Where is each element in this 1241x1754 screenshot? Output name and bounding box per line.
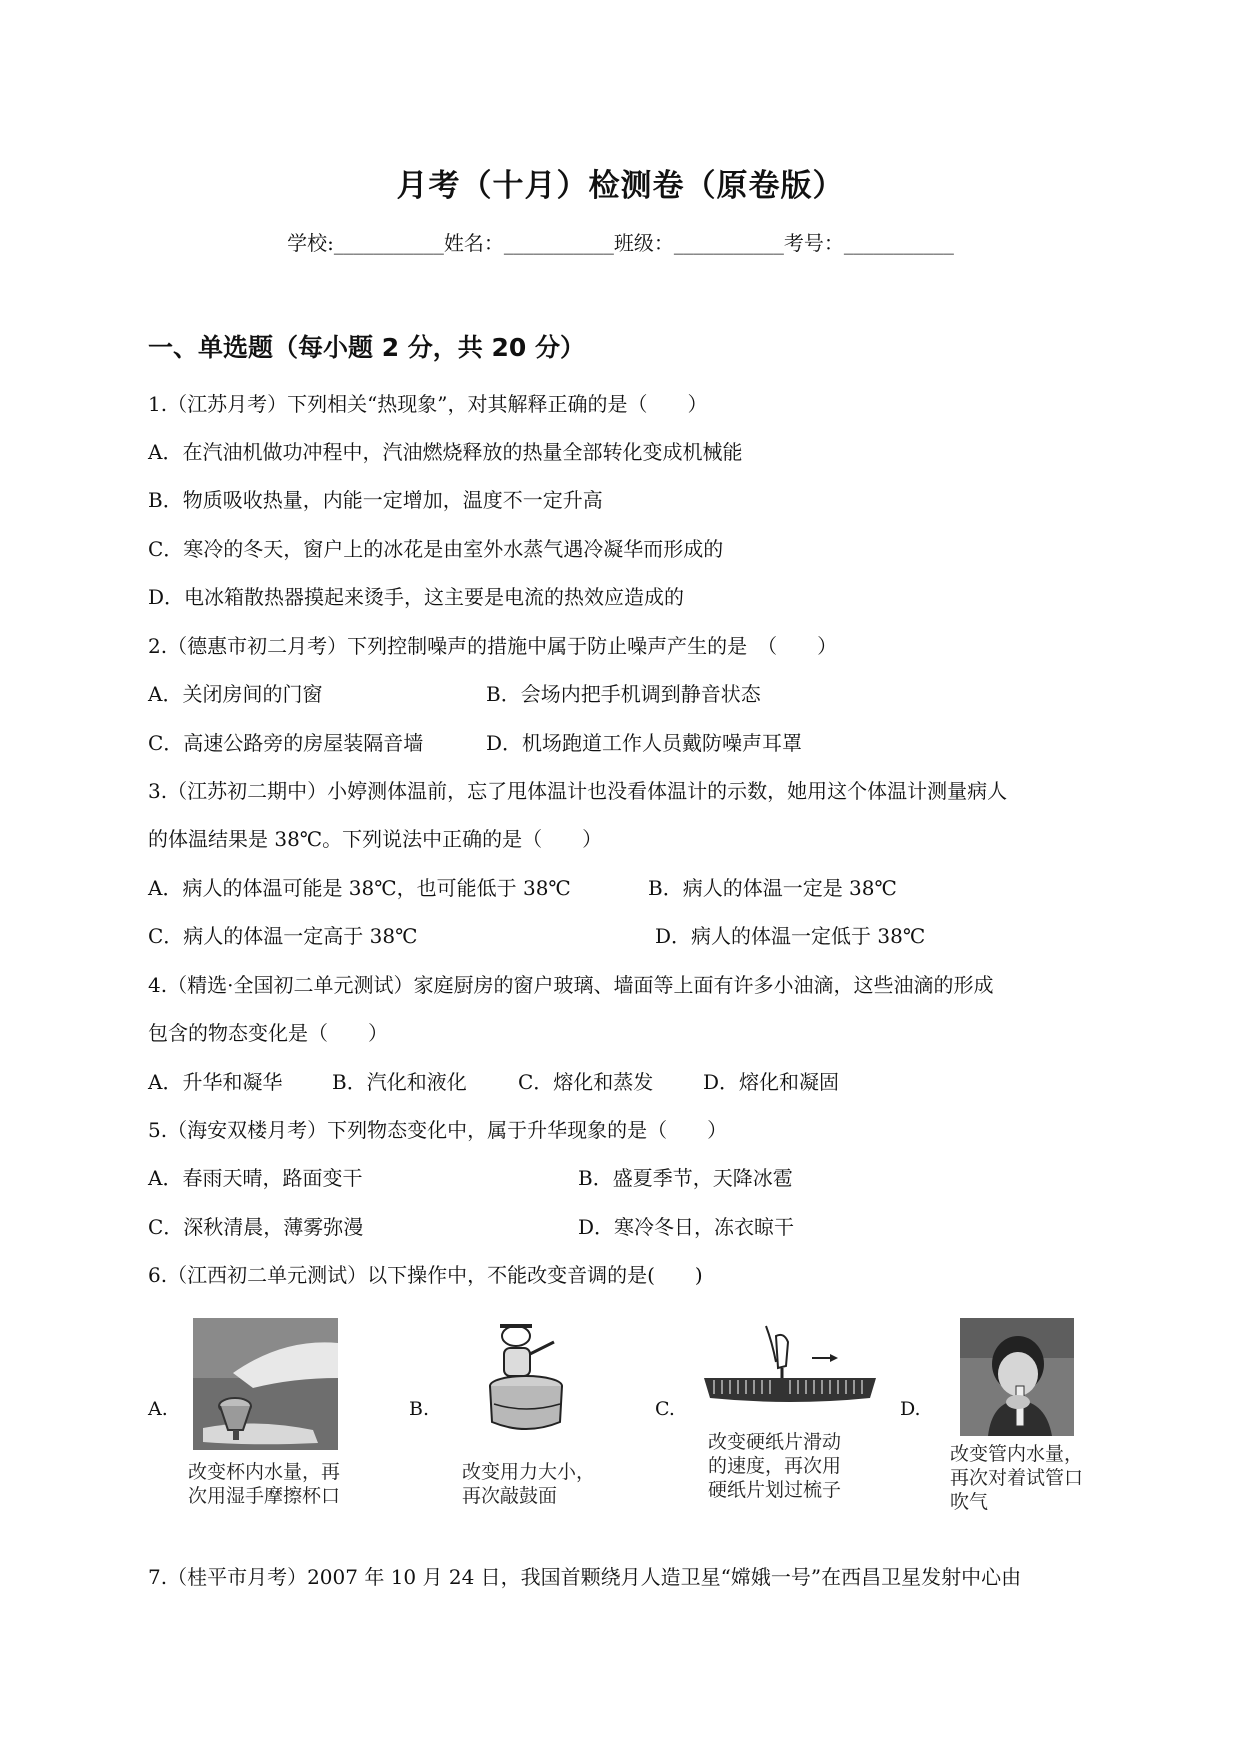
question-4-option-a: A．升华和凝华 bbox=[148, 1070, 283, 1094]
comb-card-illustration bbox=[700, 1322, 880, 1412]
glass-rubbing-photo bbox=[193, 1318, 338, 1450]
question-5-option-b: B．盛夏季节，天降冰雹 bbox=[578, 1166, 793, 1190]
question-4-option-b: B．汽化和液化 bbox=[332, 1070, 467, 1094]
question-6-caption-a: 改变杯内水量，再 次用湿手摩擦杯口 bbox=[188, 1461, 341, 1507]
question-5-option-a: A．春雨天晴，路面变干 bbox=[148, 1166, 363, 1190]
question-6-label-b: B. bbox=[409, 1398, 430, 1420]
question-6-caption-d: 改变管内水量， 再次对着试管口 吹气 bbox=[950, 1443, 1084, 1513]
question-6-label-a: A. bbox=[148, 1398, 168, 1420]
question-4-stem-line-1: 4.（精选·全国初二单元测试）家庭厨房的窗户玻璃、墙面等上面有许多小油滴，这些油滴的形成 bbox=[148, 973, 994, 997]
question-6-caption-c: 改变硬纸片滑动 的速度，再次用 硬纸片划过梳子 bbox=[708, 1431, 842, 1501]
question-4-option-c: C．熔化和蒸发 bbox=[518, 1070, 654, 1094]
question-6-label-c: C. bbox=[655, 1398, 675, 1420]
question-6-stem: 6.（江西初二单元测试）以下操作中，不能改变音调的是( ) bbox=[148, 1263, 703, 1287]
question-3-option-a: A．病人的体温可能是 38℃，也可能低于 38℃ bbox=[148, 876, 571, 900]
question-5-option-d: D．寒冷冬日，冻衣晾干 bbox=[578, 1215, 795, 1239]
question-4-option-d: D．熔化和凝固 bbox=[703, 1070, 840, 1094]
student-info-line: 学校:___________姓名：___________班级：___________考号：___________ bbox=[287, 231, 954, 255]
test-tube-girl-photo bbox=[960, 1318, 1074, 1436]
question-3-stem-line-1: 3.（江苏初二期中）小婷测体温前，忘了甩体温计也没看体温计的示数，她用这个体温计测量病人 bbox=[148, 779, 1008, 803]
question-4-stem-line-2: 包含的物态变化是（ ） bbox=[148, 1021, 388, 1045]
question-1-option-c: C．寒冷的冬天，窗户上的冰花是由室外水蒸气遇冷凝华而形成的 bbox=[148, 537, 724, 561]
question-2-option-d: D．机场跑道工作人员戴防噪声耳罩 bbox=[486, 731, 803, 755]
question-7-stem: 7.（桂平市月考）2007 年 10 月 24 日，我国首颗绕月人造卫星“嫦娥一号”在西昌卫星发射中心由 bbox=[148, 1565, 1022, 1589]
page-title: 月考（十月）检测卷（原卷版） bbox=[396, 168, 845, 204]
question-2-stem: 2.（德惠市初二月考）下列控制噪声的措施中属于防止噪声产生的是 （ ） bbox=[148, 634, 838, 658]
question-1-option-d: D．电冰箱散热器摸起来烫手，这主要是电流的热效应造成的 bbox=[148, 585, 685, 609]
question-1-option-a: A．在汽油机做功冲程中，汽油燃烧释放的热量全部转化变成机械能 bbox=[148, 440, 743, 464]
question-3-stem-line-2: 的体温结果是 38℃。下列说法中正确的是（ ） bbox=[148, 827, 603, 851]
question-1-stem: 1.（江苏月考）下列相关“热现象”，对其解释正确的是（ ） bbox=[148, 392, 708, 416]
question-3-option-b: B．病人的体温一定是 38℃ bbox=[648, 876, 897, 900]
question-6-caption-b: 改变用力大小， 再次敲鼓面 bbox=[462, 1461, 596, 1507]
question-6-label-d: D. bbox=[900, 1398, 921, 1420]
question-2-option-c: C．高速公路旁的房屋装隔音墙 bbox=[148, 731, 424, 755]
question-1-option-b: B．物质吸收热量，内能一定增加，温度不一定升高 bbox=[148, 488, 603, 512]
drum-boy-illustration bbox=[480, 1318, 572, 1438]
question-2-option-a: A．关闭房间的门窗 bbox=[148, 682, 323, 706]
section-heading: 一、单选题（每小题 2 分，共 20 分） bbox=[148, 333, 586, 362]
question-5-stem: 5.（海安双楼月考）下列物态变化中，属于升华现象的是（ ） bbox=[148, 1118, 728, 1142]
question-3-option-c: C．病人的体温一定高于 38℃ bbox=[148, 924, 418, 948]
question-2-option-b: B．会场内把手机调到静音状态 bbox=[486, 682, 761, 706]
question-5-option-c: C．深秋清晨，薄雾弥漫 bbox=[148, 1215, 364, 1239]
question-3-option-d: D．病人的体温一定低于 38℃ bbox=[655, 924, 926, 948]
